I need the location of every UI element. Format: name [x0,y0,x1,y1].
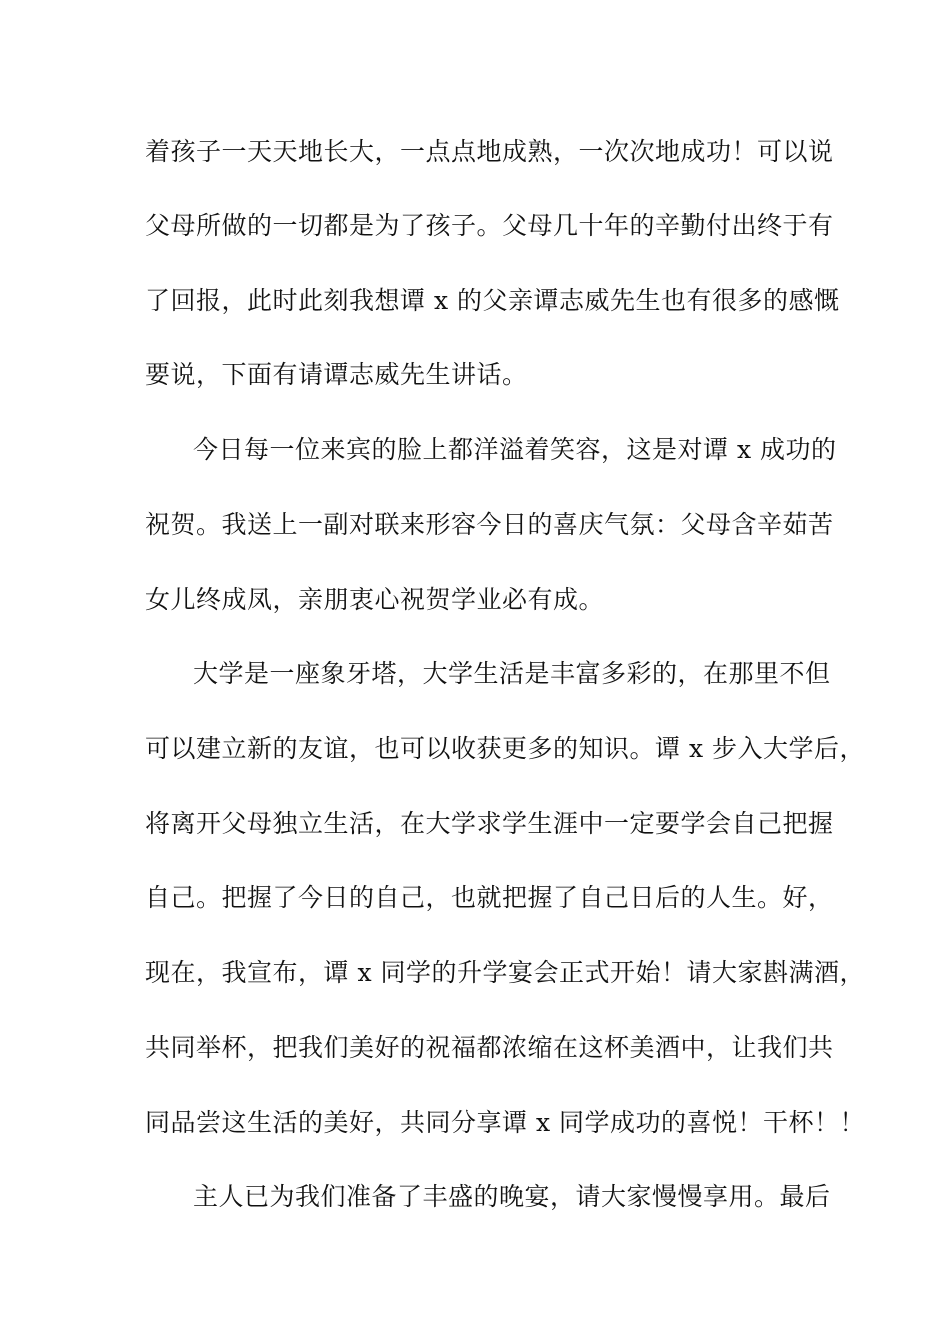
text-line: 着孩子一天天地长大，一点点地成熟，一次次地成功！可以说 [145,137,834,166]
paragraph-first-line: 今日每一位来宾的脸上都洋溢着笑容，这是对谭 x 成功的 [193,435,837,464]
text-line: 女儿终成凤，亲朋衷心祝贺学业必有成。 [145,585,605,614]
text-line: 了回报，此时此刻我想谭 x 的父亲谭志威先生也有很多的感慨 [145,286,840,315]
text-line: 共同举杯，把我们美好的祝福都浓缩在这杯美酒中，让我们共 [145,1033,834,1062]
text-line: 要说，下面有请谭志威先生讲话。 [145,360,528,389]
text-line: 自己。把握了今日的自己，也就把握了自己日后的人生。好， [145,883,834,912]
paragraph-first-line: 大学是一座象牙塔，大学生活是丰富多彩的，在那里不但 [193,659,831,688]
text-line: 祝贺。我送上一副对联来形容今日的喜庆气氛：父母含辛茹苦 [145,510,834,539]
paragraph-first-line: 主人已为我们准备了丰盛的晚宴，请大家慢慢享用。最后 [193,1182,831,1211]
text-line: 同品尝这生活的美好，共同分享谭 x 同学成功的喜悦！干杯！！ [145,1108,865,1137]
text-line: 父母所做的一切都是为了孩子。父母几十年的辛勤付出终于有 [145,211,834,240]
text-line: 现在，我宣布，谭 x 同学的升学宴会正式开始！请大家斟满酒， [145,958,865,987]
text-line: 将离开父母独立生活，在大学求学生涯中一定要学会自己把握 [145,809,834,838]
text-line: 可以建立新的友谊，也可以收获更多的知识。谭 x 步入大学后， [145,734,865,763]
